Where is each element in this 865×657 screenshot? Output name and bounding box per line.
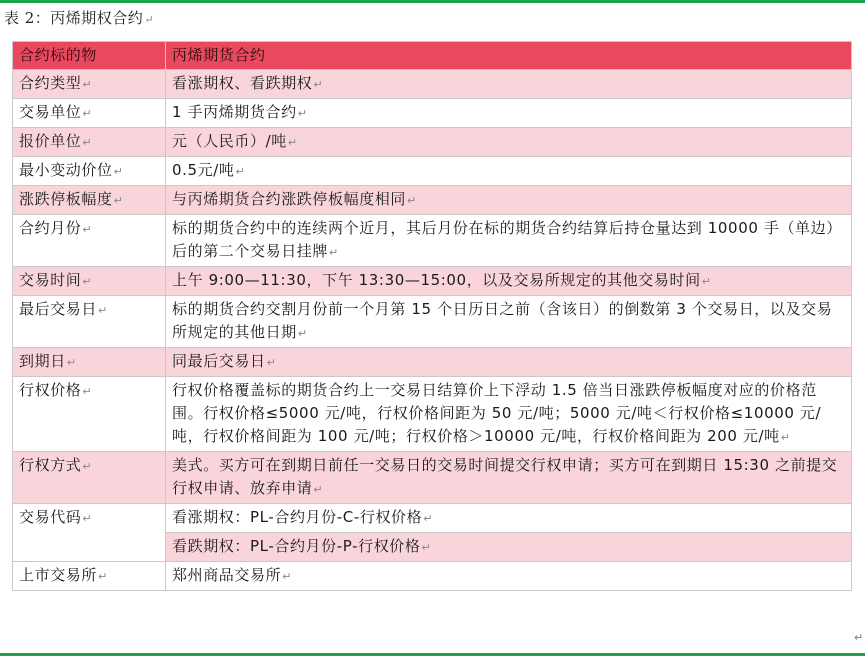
row-value: 与丙烯期货合约涨跌停板幅度相同↵ — [166, 186, 852, 215]
row-label: 行权价格↵ — [13, 377, 166, 452]
option-contract-table — [12, 41, 852, 591]
table-row — [13, 128, 852, 157]
end-paragraph-mark: ↵ — [854, 631, 864, 644]
row-value: 标的期货合约交割月份前一个月第 15 个日历日之前（含该日）的倒数第 3 个交易日，以及交易所规定的其他日期↵ — [166, 296, 852, 348]
top-rule — [0, 0, 865, 3]
row-label: 交易代码↵ — [13, 504, 166, 562]
row-label: 合约类型↵ — [13, 70, 166, 99]
bottom-rule — [0, 653, 865, 656]
row-value: 上午 9:00—11:30，下午 13:30—15:00，以及交易所规定的其他交易时间↵ — [166, 267, 852, 296]
table-row — [13, 215, 852, 267]
row-label: 涨跌停板幅度↵ — [13, 186, 166, 215]
table-header-row — [13, 42, 852, 70]
table-row — [13, 267, 852, 296]
row-value: 行权价格覆盖标的期货合约上一交易日结算价上下浮动 1.5 倍当日涨跌停板幅度对应的价格范围。行权价格≤5000 元/吨，行权价格间距为 50 元/吨；5000 元/吨＜行权价格≤10000 元/吨，行权价格间距为 100 元/吨；行权价格＞10000 元/吨，行权价格间距为 200 元/吨↵ — [166, 377, 852, 452]
table-row — [13, 348, 852, 377]
table-row — [13, 452, 852, 504]
row-label: 到期日↵ — [13, 348, 166, 377]
paragraph-mark: ↵ — [144, 13, 155, 26]
row-label: 交易时间↵ — [13, 267, 166, 296]
row-value: 美式。买方可在到期日前任一交易日的交易时间提交行权申请；买方可在到期日 15:30 之前提交行权申请、放弃申请↵ — [166, 452, 852, 504]
table-row — [13, 504, 852, 533]
table-row — [13, 157, 852, 186]
header-cell-subject: 合约标的物 — [13, 42, 166, 70]
row-value: 看涨期权、看跌期权↵ — [166, 70, 852, 99]
table-row — [13, 70, 852, 99]
table-row — [13, 562, 852, 591]
row-label: 最后交易日↵ — [13, 296, 166, 348]
row-value: 0.5元/吨↵ — [166, 157, 852, 186]
row-label: 行权方式↵ — [13, 452, 166, 504]
table-row — [13, 296, 852, 348]
row-label: 最小变动价位↵ — [13, 157, 166, 186]
row-label: 合约月份↵ — [13, 215, 166, 267]
caption-text: 表 2：丙烯期权合约 — [4, 9, 144, 27]
table-row — [13, 186, 852, 215]
row-label: 交易单位↵ — [13, 99, 166, 128]
row-value: 看涨期权：PL-合约月份-C-行权价格↵ — [166, 504, 852, 533]
table-caption — [4, 7, 154, 28]
header-cell-contract: 丙烯期货合约 — [166, 42, 852, 70]
row-value: 标的期货合约中的连续两个近月，其后月份在标的期货合约结算后持仓量达到 10000 手（单边）后的第二个交易日挂牌↵ — [166, 215, 852, 267]
table-row — [13, 99, 852, 128]
row-value: 同最后交易日↵ — [166, 348, 852, 377]
row-value: 元（人民币）/吨↵ — [166, 128, 852, 157]
row-label: 报价单位↵ — [13, 128, 166, 157]
row-value: 看跌期权：PL-合约月份-P-行权价格↵ — [166, 533, 852, 562]
row-value: 郑州商品交易所↵ — [166, 562, 852, 591]
row-value: 1 手丙烯期货合约↵ — [166, 99, 852, 128]
row-label: 上市交易所↵ — [13, 562, 166, 591]
table-row — [13, 377, 852, 452]
